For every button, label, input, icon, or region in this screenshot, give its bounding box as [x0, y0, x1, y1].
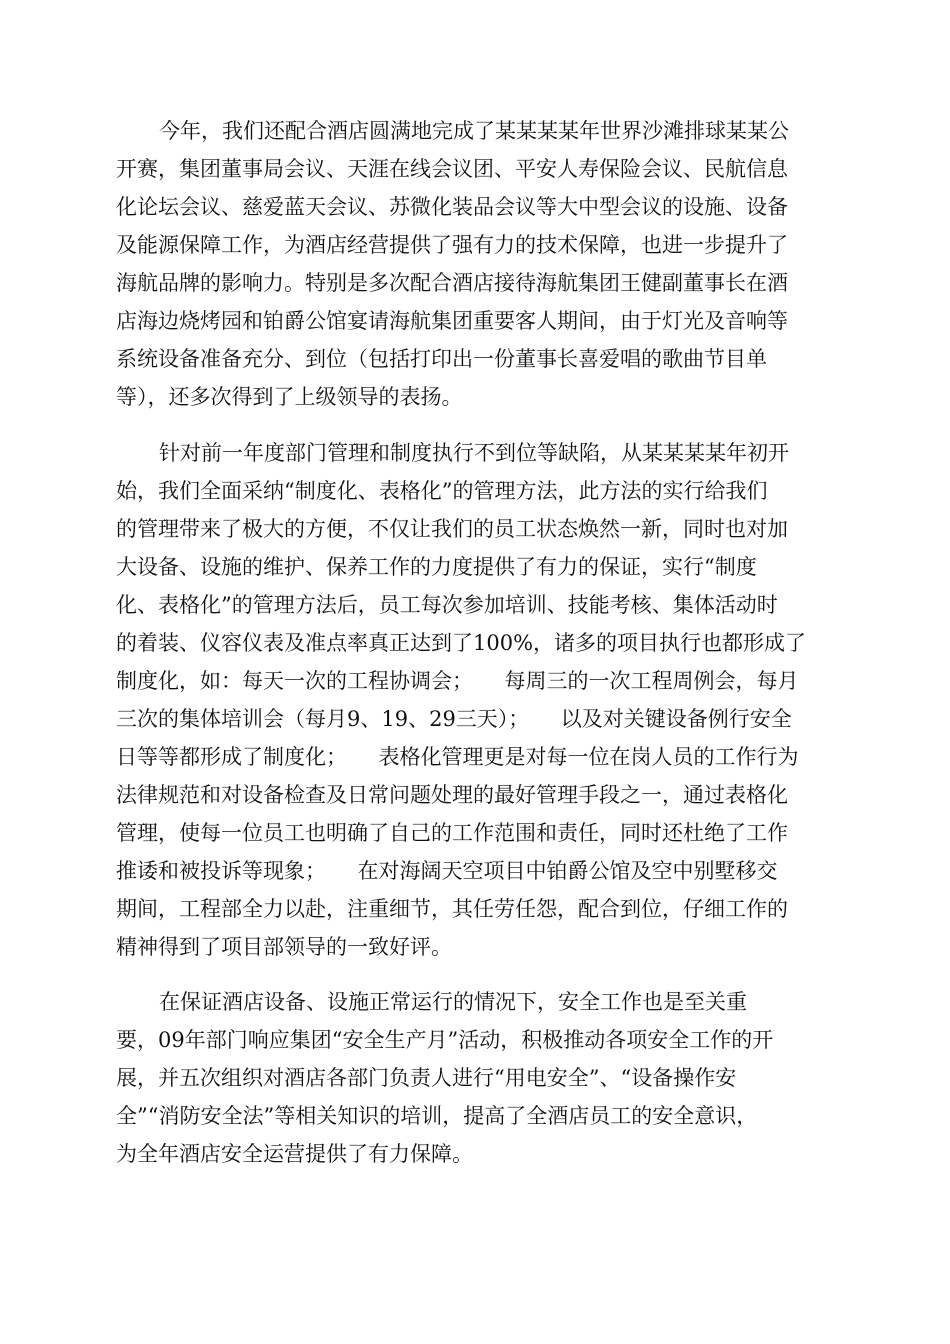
- text-line: 为全年酒店安全运营提供了有力保障。: [116, 1142, 473, 1166]
- text-line: 全”“消防安全法”等相关知识的培训，提高了全酒店员工的安全意识，: [116, 1104, 758, 1128]
- text-line: 始，我们全面采纳“制度化、表格化”的管理方法，此方法的实行给我们: [116, 479, 768, 503]
- text-line: 日等等都形成了制度化； 表格化管理更是对每一位在岗人员的工作行为: [116, 745, 799, 769]
- text-line: 在保证酒店设备、设施正常运行的情况下，安全工作也是至关重: [159, 990, 747, 1014]
- paragraph-management-system: [116, 434, 836, 966]
- text-line: 法律规范和对设备检查及日常问题处理的最好管理手段之一，通过表格化: [116, 783, 788, 807]
- text-line: 大设备、设施的维护、保养工作的力度提供了有力的保证，实行“制度: [116, 555, 757, 579]
- paragraph-conference-support: [116, 112, 836, 416]
- text-line: 店海边烧烤园和铂爵公馆宴请海航集团重要客人期间，由于灯光及音响等: [116, 309, 788, 333]
- text-line: 要，09年部门响应集团“安全生产月”活动，积极推动各项安全工作的开: [116, 1028, 774, 1052]
- text-line: 针对前一年度部门管理和制度执行不到位等缺陷，从某某某某年初开: [159, 441, 789, 465]
- text-line: 管理，使每一位员工也明确了自己的工作范围和责任，同时还杜绝了工作: [116, 821, 788, 845]
- text-line: 的管理带来了极大的方便，不仅让我们的员工状态焕然一新，同时也对加: [116, 517, 788, 541]
- text-line: 今年，我们还配合酒店圆满地完成了某某某某年世界沙滩排球某某公: [159, 119, 789, 143]
- text-line: 化、表格化”的管理方法后，员工每次参加培训、技能考核、集体活动时: [116, 593, 778, 617]
- text-line: 系统设备准备充分、到位（包括打印出一份董事长喜爱唱的歌曲节目单: [116, 347, 767, 371]
- text-line: 精神得到了项目部领导的一致好评。: [116, 935, 452, 959]
- paragraph-safety-work: [116, 983, 836, 1173]
- text-line: 海航品牌的影响力。特别是多次配合酒店接待海航集团王健副董事长在酒: [116, 271, 788, 295]
- text-line: 展，并五次组织对酒店各部门负责人进行“用电安全”、“设备操作安: [116, 1066, 737, 1090]
- text-line: 推诿和被投诉等现象； 在对海阔天空项目中铂爵公馆及空中别墅移交: [116, 859, 778, 883]
- text-line: 及能源保障工作，为酒店经营提供了强有力的技术保障，也进一步提升了: [116, 233, 788, 257]
- text-line: 等），还多次得到了上级领导的表扬。: [116, 385, 463, 409]
- text-line: 三次的集体培训会（每月9、19、29三天）； 以及对关键设备例行安全: [116, 707, 792, 731]
- text-line: 的着装、仪容仪表及准点率真正达到了100%，诸多的项目执行也都形成了: [116, 631, 807, 655]
- text-line: 化论坛会议、慈爱蓝天会议、苏微化装品会议等大中型会议的设施、设备: [116, 195, 788, 219]
- text-line: 期间，工程部全力以赴，注重细节，其任劳任怨，配合到位，仔细工作的: [116, 897, 788, 921]
- text-line: 制度化，如：每天一次的工程协调会； 每周三的一次工程周例会，每月: [116, 669, 799, 693]
- text-line: 开赛，集团董事局会议、天涯在线会议团、平安人寿保险会议、民航信息: [116, 157, 788, 181]
